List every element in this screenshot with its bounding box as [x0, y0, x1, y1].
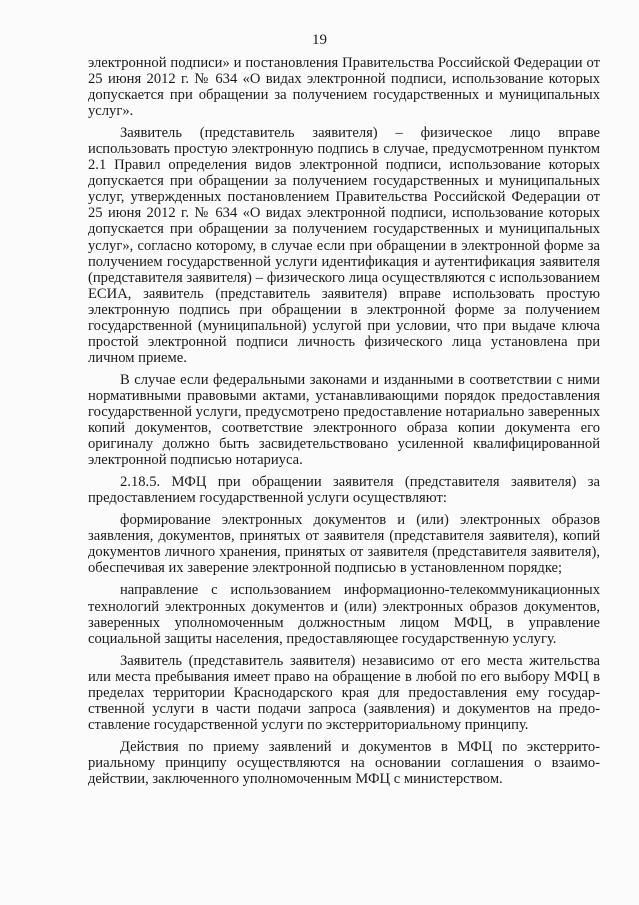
paragraph-6: направление с использованием информационно-телекоммуникационных технологий электронных документов и (или) электронных образов документов, заверенных уполномоченным должностным лицом МФЦ, в управление социальной защиты населения, предоставляющее государственную услугу. [88, 582, 600, 647]
paragraph-2: Заявитель (представитель заявителя) – физическое лицо вправе использовать простую электронную подпись в случае, предусмотренном пунктом 2.1 Правил определения видов электронной подписи, использование которых допускается при обращении за получением государственных и муниципальных услуг, утвержденных постановлением Правительства Российской Федерации от 25 июня 2012 г. № 634 «О видах электронной подписи, использование которых допускается при обращении за получением государственных и муниципальных услуг», согласно которому, в случае если при обращении в электронной форме за получением государственной услуги идентификация и аутентификация заявителя (представителя заявителя) – физического лица осуществляются с использованием ЕСИА, заявитель (представитель заявителя) вправе использовать простую электронную подпись при обращении в электронной форме за получением государственной (муниципальной) услугой при условии, что при выдаче ключа простой электронной подписи личность физического лица установлена при личном приеме. [88, 125, 600, 366]
paragraph-1: электронной подписи» и постановления Правительства Российской Федерации от 25 июня 2012 г. № 634 «О видах электронной подписи, использование которых допускается при обращении за получением государственных и муниципальных услуг». [88, 55, 600, 120]
paragraph-4: 2.18.5. МФЦ при обращении заявителя (представителя заявителя) за предоставлением государственной услуги осуществляют: [88, 474, 600, 507]
paragraph-5: формирование электронных документов и (или) электронных образов заявления, документов, принятых от заявителя (представителя заявителя), копий документов личного хранения, принятых от заявителя (представителя заявителя), обеспечивая их заверение электронной подписью в установленном порядке; [88, 512, 600, 577]
paragraph-3: В случае если федеральными законами и изданными в соответствии с ними нормативными правовыми актами, устанавливающими порядок предоставления государственной услуги, предусмотрено предоставление нотариально заверенных копий документов, соответствие электронного образа копии документа его оригиналу должно быть засвидетельствовано усиленной квалифицированной электронной подписью нотариуса. [88, 371, 600, 469]
paragraph-7: Заявитель (представитель заявителя) независимо от его места жительства или места пребывания имеет право на обращение в любой по его выбору МФЦ в пределах территории Краснодарского края для предоставления ему государственной услуги в части подачи запроса (заявления) и документов на предоставление государственной услуги по экстерриториальному принципу. [88, 652, 600, 733]
paragraph-8: Действия по приему заявлений и документов в МФЦ по экстерриториальному принципу осуществляются на основании соглашения о взаимодействии, заключенного уполномоченным МФЦ с министерством. [88, 738, 600, 787]
page-number: 19 [312, 32, 327, 48]
document-body [88, 55, 600, 793]
